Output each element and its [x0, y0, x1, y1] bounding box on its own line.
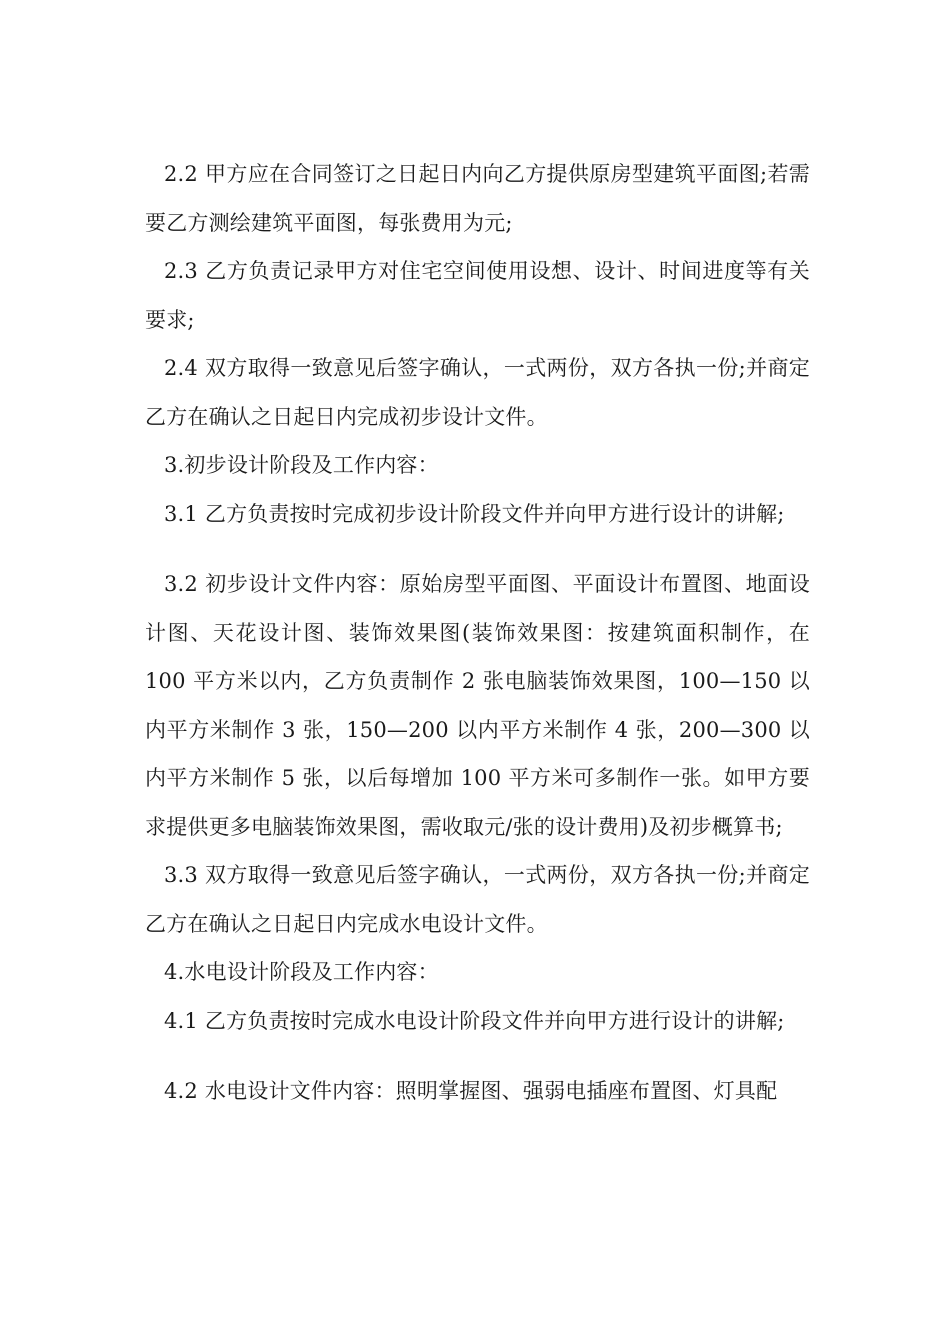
section-heading-3: 3.初步设计阶段及工作内容：	[164, 453, 439, 477]
paragraph-2-4: 2.4 双方取得一致意见后签字确认，一式两份，双方各执一份;并商定乙方在确认之日起日内完成初步设计文件。	[145, 356, 810, 429]
paragraph-4-2: 4.2 水电设计文件内容：照明掌握图、强弱电插座布置图、灯具配	[164, 1079, 778, 1103]
section-heading-4: 4.水电设计阶段及工作内容：	[164, 960, 439, 984]
document-body	[145, 150, 810, 1116]
paragraph-spacer	[145, 538, 810, 560]
paragraph-2-2: 2.2 甲方应在合同签订之日起日内向乙方提供原房型建筑平面图;若需要乙方测绘建筑平面图，每张费用为元;	[145, 162, 810, 235]
paragraph-spacer	[145, 1045, 810, 1067]
paragraph-3-3: 3.3 双方取得一致意见后签字确认，一式两份，双方各执一份;并商定乙方在确认之日起日内完成水电设计文件。	[145, 863, 810, 936]
paragraph-3-2: 3.2 初步设计文件内容：原始房型平面图、平面设计布置图、地面设计图、天花设计图、装饰效果图(装饰效果图：按建筑面积制作，在 100 平方米以内，乙方负责制作 2 张电脑装饰效果图，100—150 以内平方米制作 3 张，150—200 以内平方米制作 4 张，200—300 以内平方米制作 5 张，以后每增加 100 平方米可多制作一张。如甲方要求提供更多电脑装饰效果图，需收取元/张的设计费用)及初步概算书;	[145, 572, 810, 839]
paragraph-2-3: 2.3 乙方负责记录甲方对住宅空间使用设想、设计、时间进度等有关要求;	[145, 259, 810, 332]
paragraph-4-1: 4.1 乙方负责按时完成水电设计阶段文件并向甲方进行设计的讲解;	[164, 1008, 785, 1033]
paragraph-3-1: 3.1 乙方负责按时完成初步设计阶段文件并向甲方进行设计的讲解;	[164, 501, 785, 526]
